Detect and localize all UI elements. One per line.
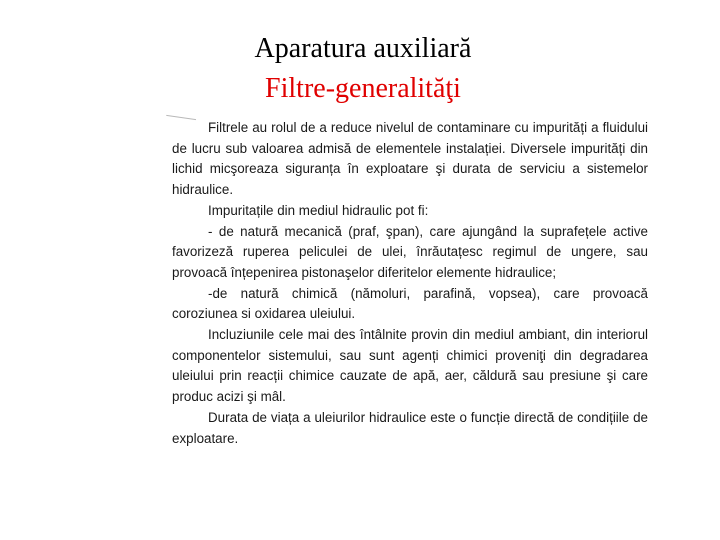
paragraph-chemical-impurities: -de natură chimică (nămoluri, parafină, vopsea), care provoacă coroziunea si oxidarea uleiului. bbox=[172, 285, 648, 322]
slide-subtitle: Filtre-generalităţi bbox=[265, 73, 461, 104]
scanned-text-block bbox=[172, 118, 648, 449]
paragraph-filter-role: Filtrele au rolul de a reduce nivelul de contaminare cu impurități a fluidului de lucru sub valoarea admisă de elementele instalației. Diversele impurități din lichid micşoreaza siguranța în exploatare şi durata de serviciu a sistemelor hidraulice. bbox=[172, 120, 648, 198]
paragraph-inclusions-origin: Incluziunile cele mai des întâlnite provin din mediul ambiant, din interiorul componentelor sistemului, sau sunt agenți chimici proveniţi din degradarea uleiului prin reacții chimice cauzate de apă, aer, căldură sau presiune şi care produc acizi şi mâl. bbox=[172, 327, 648, 405]
slide-title: Aparatura auxiliară bbox=[254, 33, 472, 64]
paragraph-oil-lifetime: Durata de viața a uleiurilor hidraulice este o funcție directă de condițiile de exploatare. bbox=[172, 409, 648, 446]
paragraph-impurities-intro: Impuritațile din mediul hidraulic pot fi: bbox=[208, 202, 429, 218]
paragraph-mechanical-impurities: - de natură mecanică (praf, şpan), care ajungând la suprafețele active favorizeză ruperea peliculei de ulei, înrăutațesc regimul de ungere, sau provoacă înțepenirea pistonaşelor diferitelor elemente hidraulice; bbox=[172, 223, 648, 280]
